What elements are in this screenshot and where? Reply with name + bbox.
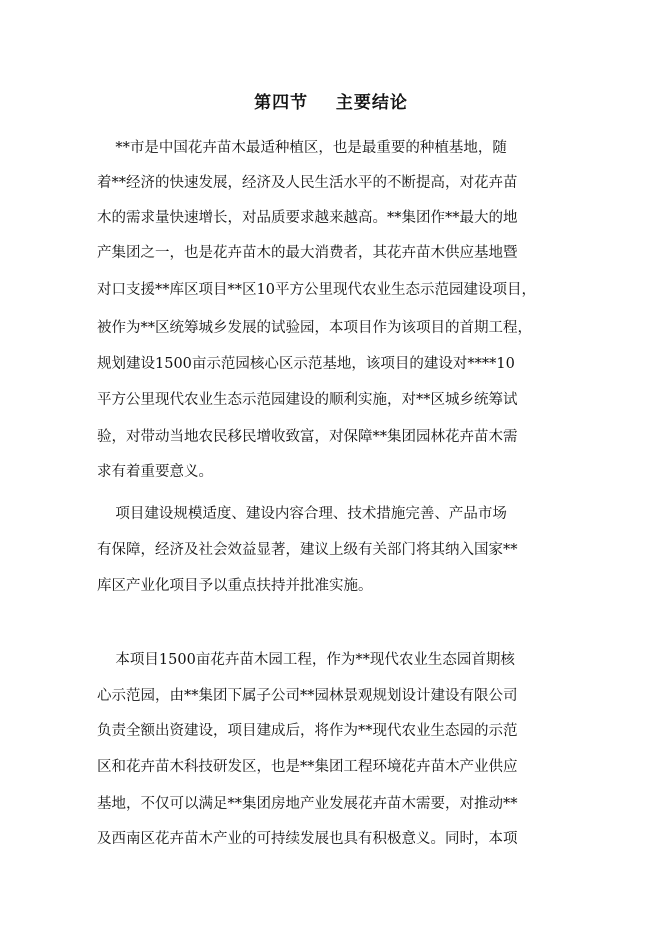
paragraph-1-line-2: 着**经济的快速发展，经济及人民生活水平的不断提高，对花卉苗 bbox=[97, 175, 518, 191]
paragraph-2-line-3: 库区产业化项目予以重点扶持并批准实施。 bbox=[97, 578, 373, 594]
paragraph-2-line-1: 项目建设规模适度、建设内容合理、技术措施完善、产品市场 bbox=[97, 506, 507, 522]
paragraph-1-line-9: 验，对带动当地农民移民增收致富，对保障**集团园林花卉苗木需 bbox=[97, 429, 518, 445]
paragraph-3-line-6: 及西南区花卉苗木产业的可持续发展也具有积极意义。同时，本项 bbox=[97, 831, 518, 847]
paragraph-3-line-4: 区和花卉苗木科技研发区，也是**集团工程环境花卉苗木产业供应 bbox=[97, 759, 518, 775]
paragraph-3-line-1: 本项目1500亩花卉苗木园工程，作为**现代农业生态园首期核 bbox=[97, 652, 515, 668]
paragraph-2-line-2: 有保障，经济及社会效益显著，建议上级有关部门将其纳入国家** bbox=[97, 542, 518, 558]
paragraph-3-line-5: 基地，不仅可以满足**集团房地产业发展花卉苗木需要，对推动** bbox=[97, 796, 518, 812]
paragraph-1-line-1: **市是中国花卉苗木最适种植区，也是最重要的种植基地，随 bbox=[97, 140, 507, 156]
paragraph-1-line-4: 产集团之一，也是花卉苗木的最大消费者，其花卉苗木供应基地暨 bbox=[97, 245, 518, 261]
paragraph-1-line-6: 被作为**区统筹城乡发展的试验园，本项目作为该项目的首期工程， bbox=[97, 320, 532, 336]
paragraph-1-line-8: 平方公里现代农业生态示范园建设的顺利实施，对**区城乡统筹试 bbox=[97, 392, 518, 408]
section-heading: 第四节 主要结论 bbox=[254, 93, 408, 113]
paragraph-1-line-10: 求有着重要意义。 bbox=[97, 464, 213, 480]
paragraph-3-line-3: 负责全额出资建设，项目建成后，将作为**现代农业生态园的示范 bbox=[97, 723, 518, 739]
paragraph-1-line-3: 木的需求量快速增长，对品质要求越来越高。**集团作**最大的地 bbox=[97, 210, 518, 226]
paragraph-3-line-2: 心示范园，由**集团下属子公司**园林景观规划设计建设有限公司 bbox=[97, 688, 518, 704]
paragraph-1-line-5: 对口支援**库区项目**区10平方公里现代农业生态示范园建设项目， bbox=[97, 282, 536, 298]
paragraph-1-line-7: 规划建设1500亩示范园核心区示范基地，该项目的建设对****10 bbox=[97, 356, 515, 372]
